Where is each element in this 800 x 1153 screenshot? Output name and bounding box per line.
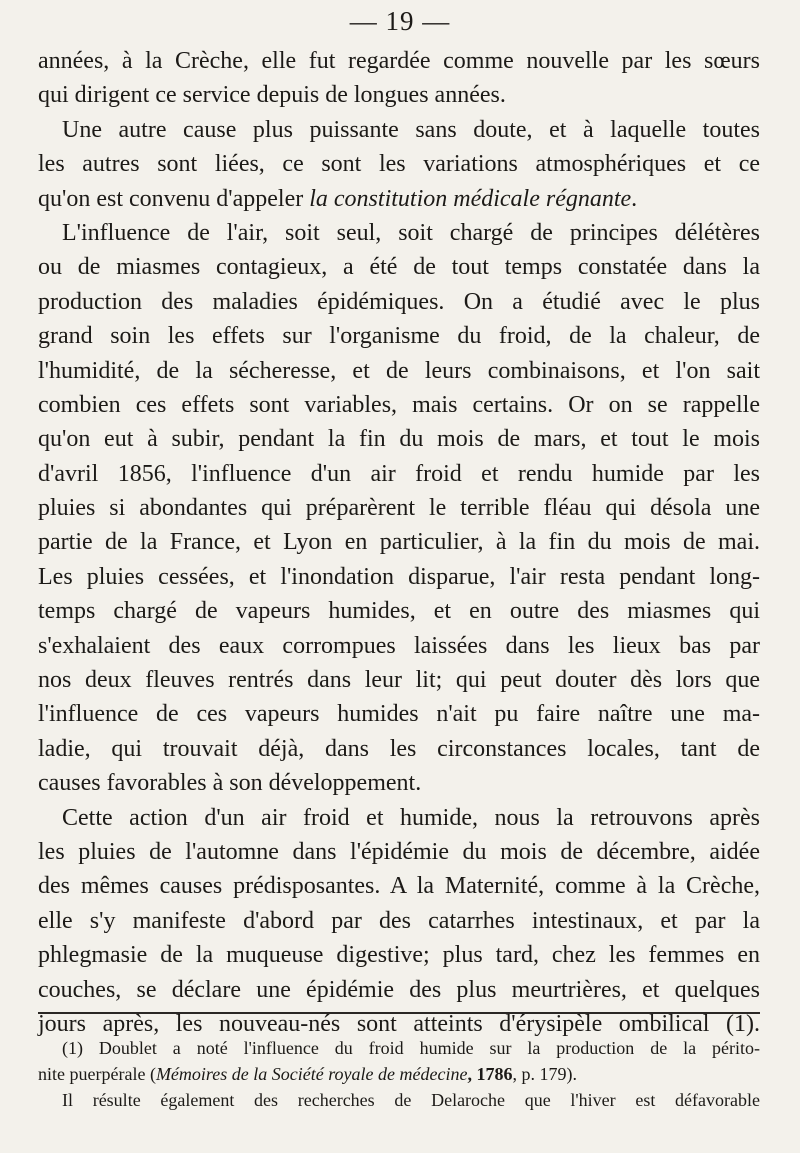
footnotes (38, 1035, 760, 1113)
text-line: partie de la France, et Lyon en particulier, à la fin du mois de mai. (38, 529, 760, 556)
citation-title: Mémoires de la Société royale de médecine (155, 1064, 468, 1084)
text-line: causes favorables à son développement. (38, 770, 422, 797)
text-line: grand soin les effets sur l'organisme du froid, de la chaleur, de (38, 323, 760, 350)
text-line: qu'on eut à subir, pendant la fin du mois de mars, et tout le mois (38, 426, 760, 453)
text-line: les autres sont liées, ce sont les variations atmosphériques et ce (38, 151, 760, 178)
text-line: l'humidité, de la sécheresse, et de leurs combinaisons, et l'on sait (38, 357, 760, 384)
text-line: jours après, les nouveau-nés sont atteints d'érysipèle ombilical (1). (38, 1010, 760, 1037)
text-line: Cette action d'un air froid et humide, nous la retrouvons après (62, 804, 760, 831)
footnote-line (38, 1061, 760, 1087)
text-line: L'influence de l'air, soit seul, soit chargé de principes délétères (62, 219, 760, 246)
text-fragment: nite puerpérale ( (38, 1064, 156, 1084)
text-line: ou de miasmes contagieux, a été de tout temps constatée dans la (38, 254, 760, 281)
paragraph-1 (38, 44, 760, 113)
text-line: des mêmes causes prédisposantes. A la Maternité, comme à la Crèche, (38, 873, 760, 900)
text-line: production des maladies épidémiques. On a étudié avec le plus (38, 288, 760, 315)
text-fragment: . (631, 185, 638, 212)
text-line: s'exhalaient des eaux corrompues laissées dans les lieux bas par (38, 632, 760, 659)
text-line: temps chargé de vapeurs humides, et en outre des miasmes qui (38, 598, 760, 625)
text-line: elle s'y manifeste d'abord par des catarrhes intestinaux, et par la (38, 907, 760, 934)
text-line: ladie, qui trouvait déjà, dans les circonstances locales, tant de (38, 735, 760, 762)
text-line: les pluies de l'automne dans l'épidémie du mois de décembre, aidée (38, 838, 760, 865)
text-line: Une autre cause plus puissante sans doute, et à laquelle toutes (62, 116, 760, 143)
text-line: phlegmasie de la muqueuse digestive; plus tard, chez les femmes en (38, 942, 760, 969)
text-line: d'avril 1856, l'influence d'un air froid et rendu humide par les (38, 460, 760, 487)
paragraph-4 (38, 801, 760, 1042)
text-line: Les pluies cessées, et l'inondation disparue, l'air resta pendant long- (38, 563, 760, 590)
italic-phrase: la constitution médicale régnante (309, 185, 632, 212)
footnote-separator (38, 1012, 760, 1014)
text-line: couches, se déclare une épidémie des plus meurtrières, et quelques (38, 976, 760, 1003)
footnote-line: Il résulte également des recherches de Delaroche que l'hiver est défavorable (62, 1090, 760, 1110)
text-fragment: qu'on est convenu d'appeler (38, 185, 310, 212)
text-fragment: , p. 179). (512, 1064, 577, 1084)
text-line: l'influence de ces vapeurs humides n'ait pu faire naître une ma- (38, 701, 760, 728)
page-number: — 19 — (349, 6, 451, 36)
text-line: années, à la Crèche, elle fut regardée comme nouvelle par les sœurs (38, 48, 760, 74)
citation-year: , 1786 (467, 1064, 513, 1084)
paragraph-3 (38, 216, 760, 801)
text-line: nos deux fleuves rentrés dans leur lit; qui peut douter dès lors que (38, 667, 760, 694)
footnote-line: (1) Doublet a noté l'influence du froid humide sur la production de la périto- (62, 1038, 760, 1058)
text-line (38, 182, 760, 216)
body-text (38, 44, 760, 1041)
text-line: combien ces effets sont variables, mais certains. Or on se rappelle (38, 391, 760, 418)
text-line: pluies si abondantes qui préparèrent le terrible fléau qui désola une (38, 495, 760, 522)
paragraph-2 (38, 113, 760, 216)
text-line: qui dirigent ce service depuis de longues années. (38, 82, 506, 109)
